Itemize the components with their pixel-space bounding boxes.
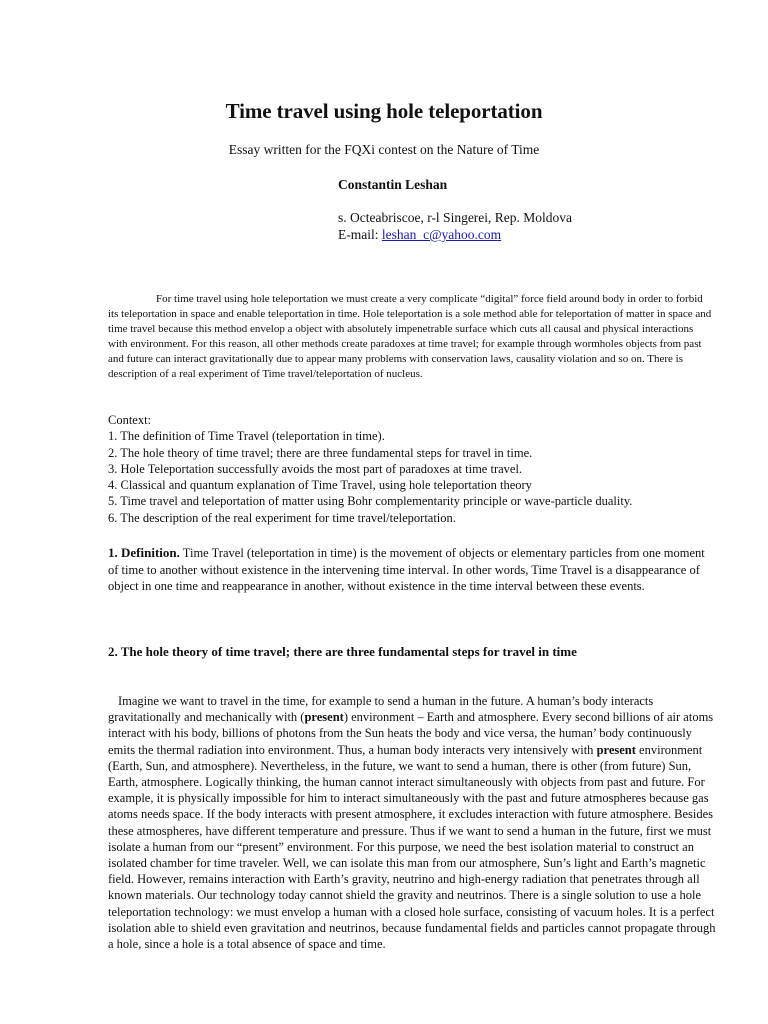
context-item: 3. Hole Teleportation successfully avoids the most part of paradoxes at time travel. bbox=[108, 461, 523, 476]
section-2-paragraph bbox=[108, 693, 718, 952]
author-name: Constantin Leshan bbox=[338, 177, 448, 192]
email-link[interactable]: leshan_c@yahoo.com bbox=[381, 227, 502, 242]
definition-paragraph bbox=[108, 545, 708, 595]
paper-title: Time travel using hole teleportation bbox=[225, 99, 543, 123]
email-label: E-mail: bbox=[338, 227, 382, 242]
context-heading: Context: bbox=[108, 413, 152, 427]
context-list bbox=[108, 412, 728, 526]
emphasis-present: present bbox=[596, 742, 636, 757]
context-item: 4. Classical and quantum explanation of Time Travel, using hole teleportation theory bbox=[108, 478, 532, 493]
address-line: s. Octeabriscoe, r-l Singerei, Rep. Moldova bbox=[338, 210, 573, 225]
context-item: 5. Time travel and teleportation of matter using Bohr complementarity principle or wave-particle duality. bbox=[108, 494, 633, 509]
context-item: 6. The description of the real experiment for time travel/teleportation. bbox=[108, 510, 456, 525]
section-2-heading: 2. The hole theory of time travel; there are three fundamental steps for travel in time bbox=[108, 644, 577, 659]
emphasis-present: present bbox=[304, 710, 344, 725]
definition-text: Time Travel (teleportation in time) is the movement of objects or elementary particles from one moment of time to another without existence in the intervening time interval. In other words, Time Travel is a disappearance of object in one time and reappearance in another, without existence in the time interval between these events. bbox=[108, 546, 705, 593]
email-line bbox=[338, 226, 572, 243]
context-item: 1. The definition of Time Travel (teleportation in time). bbox=[108, 429, 385, 444]
paper-subtitle: Essay written for the FQXi contest on the Nature of Time bbox=[228, 142, 540, 157]
paragraph-text: Imagine we want to travel in the time, for example to send a human in the future. A human’s body interacts gravitationally and mechanically with ( bbox=[108, 694, 654, 725]
definition-heading: 1. Definition. bbox=[108, 545, 180, 560]
abstract-paragraph: For time travel using hole teleportation we must create a very complicate “digital” force field around body in order to forbid its teleportation in space and enable teleportation in time. Hole teleportation is a sole method able for teleportation of matter in space and time travel because this method envelop a object with absolutely impenetrable surface which cuts all causal and physical interactions with environment. For this reason, all other methods create paradoxes at time travel; for example through wormholes objects from past and future can interact gravitationally due to appear many problems with conservation laws, causality violation and so on. There is description of a real experiment of Time travel/teleportation of nucleus. bbox=[108, 293, 712, 380]
paragraph-text: ) environment – Earth and atmosphere. Every second billions of air atoms interact with his body, billions of photons from the Sun heats the body and vice versa, the human’ body continuously emits the thermal radiation into environment. Thus, a human body interacts very intensively with bbox=[108, 710, 714, 757]
paragraph-text: environment (Earth, Sun, and atmosphere). Nevertheless, in the future, we want to send a human, there is other (from future) Sun, Earth, atmosphere. Logically thinking, the human cannot interact simultaneously with objects from past and future. For example, it is physically impossible for him to interact simultaneously with the past and future atmospheres because gas atoms needs space. If the body interacts with present atmosphere, it excludes interaction with future atmosphere. Besides these atmospheres, have different temperature and pressure. Thus if we want to send a human in the future, first we must isolate a human from our “present” environment. For this purpose, we need the best isolation material to construct an isolated chamber for time traveler. Well, we can isolate this man from our atmosphere, Sun’s light and Earth’s magnetic field. However, remains interaction with Earth’s gravity, neutrino and high-energy radiation that penetrates through all known materials. Our technology today cannot shield the gravity and neutrinos. There is a single solution to use a hole teleportation technology: we must envelop a human with a closed hole surface, consisting of vacuum holes. It is a perfect isolation able to shield even gravitation and neutrinos, because fundamental fields and particles cannot propagate through a hole, since a hole is a total absence of space and time. bbox=[108, 742, 716, 952]
author-address bbox=[338, 209, 572, 243]
context-item: 2. The hole theory of time travel; there are three fundamental steps for travel in time. bbox=[108, 445, 533, 460]
